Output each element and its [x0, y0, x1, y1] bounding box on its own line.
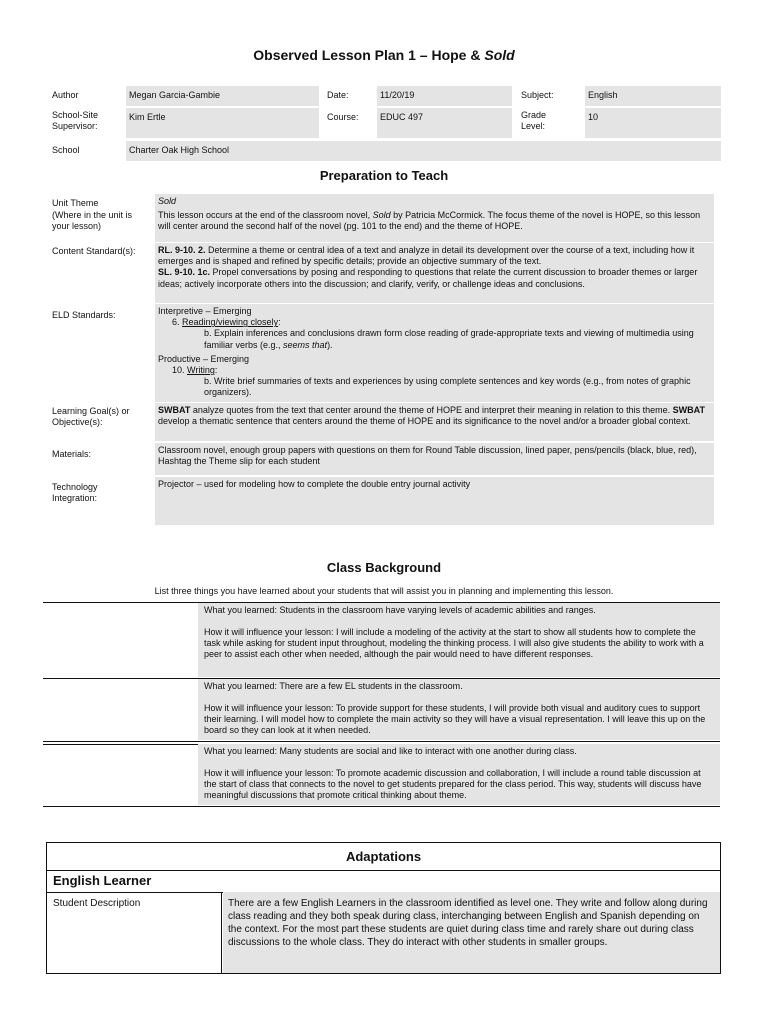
school-label: School — [52, 145, 80, 155]
supervisor-value: Kim Ertle — [126, 108, 319, 138]
eld-writing-sub: b. Write brief summaries of texts and experiences by using complete sentences and key words (e.g., from notes of graphic organizers). — [204, 376, 691, 398]
learning-goal-cell: SWBAT analyze quotes from the text that center around the theme of HOPE and interpret their meaning in relation to this theme. SWBAT develop a thematic sentence that centers around the theme of HOPE and its significance to the novel and/or a broader global context. — [155, 403, 714, 441]
section-title-preparation: Preparation to Teach — [319, 168, 449, 183]
eld-interpretive-heading: Interpretive – Emerging — [158, 306, 252, 316]
eld-standards-cell — [155, 304, 714, 402]
where-text: This lesson occurs at the end of the classroom novel, Sold by Patricia McCormick. The focus theme of the novel is HOPE, so this lesson will center around the second half of the novel (pg. 101 to the end) and the theme of HOPE. — [158, 210, 701, 232]
content-standards-label: Content Standard(s): — [52, 246, 136, 256]
learning-goal-label: Learning Goal(s) or Objective(s): — [52, 406, 130, 427]
grade-label: Grade Level: — [521, 110, 547, 131]
influence-text: How it will influence your lesson: I will include a modeling of the activity at the start to show all students how to complete the task while asking for student input throughout, modeling the thinking process. I will also give students the ability to work with a peer to assist each other when needed, although the pair would need to have different responses. — [204, 627, 704, 659]
unit-theme-value: Sold — [158, 196, 177, 206]
unit-theme-label: Unit Theme — [52, 198, 99, 208]
background-row — [43, 603, 720, 677]
section-title-class-background: Class Background — [326, 560, 442, 575]
english-learner-heading: English Learner — [47, 870, 720, 893]
eld-writing-item: 10. Writing: — [172, 365, 218, 376]
eld-reading-sub: b. Explain inferences and conclusions drawn form close reading of grade-appropriate texts and viewing of multimedia using familiar verbs (e.g., seems that). — [204, 328, 694, 350]
materials-value: Classroom novel, enough group papers with questions on them for Round Table discussion, lined paper, pens/pencils (black, blue, red), Hashtag the Theme slip for each student — [155, 443, 714, 475]
author-label: Author — [52, 90, 79, 100]
class-background-intro: List three things you have learned about your students that will assist you in planning and implementing this lesson. — [154, 586, 614, 596]
adaptations-table — [46, 842, 721, 974]
materials-label: Materials: — [52, 449, 92, 459]
unit-theme-cell — [155, 194, 714, 242]
technology-label: Technology Integration: — [52, 482, 98, 503]
learned-text: What you learned: Students in the classroom have varying levels of academic abilities and ranges. — [204, 605, 596, 615]
adaptations-title: Adaptations — [47, 843, 720, 871]
background-divider — [43, 806, 720, 807]
course-value: EDUC 497 — [377, 108, 512, 138]
author-value: Megan Garcia-Gambie — [126, 86, 319, 106]
student-description-label: Student Description — [47, 892, 222, 973]
eld-standards-label: ELD Standards: — [52, 310, 116, 320]
content-standards-cell — [155, 243, 714, 303]
grade-value: 10 — [585, 108, 721, 138]
content-standard-2: SL. 9-10. 1c. Propel conversations by posing and responding to questions that relate the current discussion to broader themes or larger ideas; actively incorporate others into the discussion; and clarify, verify, or challenge ideas and conclusions. — [158, 267, 698, 289]
school-value: Charter Oak High School — [126, 141, 721, 161]
student-description-value: There are a few English Learners in the classroom identified as level one. They write and follow along during class reading and they both speak during class, interchanging between English and Spanish depending on the context. For the most part these students are quiet during class time and rarely share out during class discussions to the whole class. They do interact with other students in smaller groups. — [223, 892, 720, 973]
influence-text: How it will influence your lesson: To provide support for these students, I will provide both visual and auditory cues to support their learning. I will model how to complete the main activity so they will have a visual representation. I will leave this up on the board so they can look at it when needed. — [204, 703, 706, 735]
subject-value: English — [585, 86, 721, 106]
technology-value: Projector – used for modeling how to complete the double entry journal activity — [155, 477, 714, 525]
page-title: Observed Lesson Plan 1 – Hope & Sold — [253, 47, 515, 63]
learned-text: What you learned: Many students are social and like to interact with one another during class. — [204, 746, 577, 756]
background-row — [43, 679, 720, 740]
eld-productive-heading: Productive – Emerging — [158, 353, 250, 364]
content-standard-1: RL. 9-10. 2. Determine a theme or central idea of a text and analyze in detail its development over the course of a text, including how it emerges and is shaped and refined by specific details; provide an objective summary of the text. — [158, 245, 695, 267]
course-label: Course: — [327, 112, 359, 122]
subject-label: Subject: — [521, 90, 554, 100]
date-label: Date: — [327, 90, 349, 100]
date-value: 11/20/19 — [377, 86, 512, 106]
influence-text: How it will influence your lesson: To promote academic discussion and collaboration, I will include a round table discussion at the start of class that connects to the novel to get students prepared for the class period. This way, students will discuss have meaningful discussions that promote critical thinking about theme. — [204, 768, 702, 800]
where-label: (Where in the unit is your lesson) — [52, 210, 133, 231]
learned-text: What you learned: There are a few EL students in the classroom. — [204, 681, 463, 691]
eld-reading-item: 6. Reading/viewing closely: — [172, 317, 281, 328]
background-row — [43, 744, 720, 805]
title-italic: Sold — [484, 47, 515, 63]
supervisor-label: School-Site Supervisor: — [52, 110, 99, 131]
